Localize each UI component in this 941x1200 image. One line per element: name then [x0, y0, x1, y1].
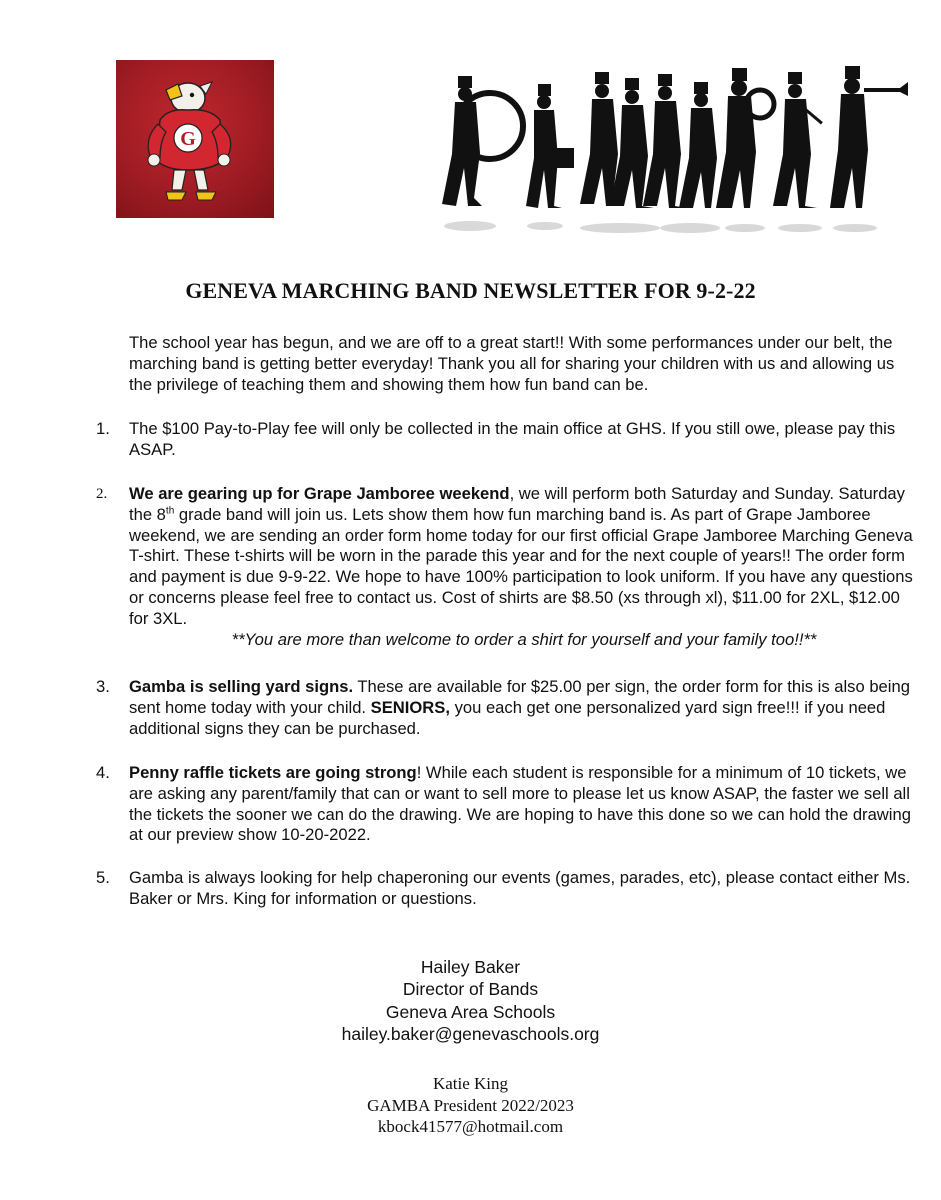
shirt-note: **You are more than welcome to order a shirt for yourself and your family too!!**	[231, 629, 817, 649]
list-item-number: 1.	[96, 419, 110, 438]
signature-org: Geneva Area Schools	[385, 1001, 556, 1022]
list-item-text: Gamba is selling yard signs. These are available for $25.00 per sign, the order form for this is also being sent home today with your child. SENIORS, you each get one personalized yard sign free!!! if you need additional signs they can be purchased.	[129, 677, 910, 738]
list-item-number: 5.	[96, 868, 110, 887]
list-item-text: We are gearing up for Grape Jamboree weekend, we will perform both Saturday and Sunday. Saturday the 8th grade band will join us. Lets show them how fun marching band is. As part of Grape Jamboree weekend, we are sending an order form home today for our first official Grape Jamboree Marching Geneva T-shirt. These t-shirts will be worn in the parade this year and for the next couple of years!! The order form and payment is due 9-9-22. We hope to have 100% participation to look uniform. If you have any questions or concerns please feel free to contact us. Cost of shirts are $8.50 (xs through xl), $11.00 for 2XL, $12.00 for 3XL. **You are more than welcome to order a shirt for yourself and your family too!!**	[129, 484, 919, 650]
signature-role: Director of Bands	[402, 979, 539, 1000]
list-item-text: The $100 Pay-to-Play fee will only be collected in the main office at GHS. If you still owe, please pay this ASAP.	[129, 419, 896, 459]
list-item-number: 2.	[96, 486, 108, 502]
signature-name: Hailey Baker	[420, 957, 521, 977]
list-item-text: Penny raffle tickets are going strong! While each student is responsible for a minimum of 10 tickets, we are asking any parent/family that can or want to sell more to please let us know ASAP, the faster we sell all the tickets the sooner we can do the drawing. We are hoping to have this done so we can hold the drawing at our preview show 10-20-2022.	[129, 763, 911, 845]
signature-president	[0, 1073, 941, 1138]
signature-director	[0, 956, 941, 1046]
list-item-bold-lead: Penny raffle tickets are going strong	[129, 763, 417, 782]
list-item-text: Gamba is always looking for help chaperoning our events (games, parades, etc), please contact either Ms. Baker or Mrs. King for information or questions.	[129, 868, 911, 908]
signature-email: hailey.baker@genevaschools.org	[341, 1024, 600, 1045]
list-item-number: 3.	[96, 677, 110, 696]
eagle-mascot-icon	[116, 60, 274, 218]
signature-role: GAMBA President 2022/2023	[367, 1095, 574, 1115]
signature-email: kbock41577@hotmail.com	[377, 1117, 564, 1136]
eagle-mascot-logo	[116, 60, 274, 218]
list-item-number: 4.	[96, 763, 110, 782]
marching-band-banner	[420, 58, 910, 248]
list-item-bold-lead: We are gearing up for Grape Jamboree weekend	[129, 484, 510, 503]
marching-band-silhouette-icon	[420, 58, 910, 248]
intro-paragraph: The school year has begun, and we are off to a great start!! With some performances under our belt, the marching band is getting better everyday! Thank you all for sharing your children with us and allowing us the privilege of teaching them and showing them how fun band can be.	[129, 333, 895, 394]
newsletter-title: GENEVA MARCHING BAND NEWSLETTER FOR 9-2-22	[185, 278, 756, 303]
signature-name: Katie King	[432, 1074, 509, 1093]
logo-letter: G	[180, 128, 196, 150]
list-item-bold-lead: Gamba is selling yard signs.	[129, 677, 354, 696]
